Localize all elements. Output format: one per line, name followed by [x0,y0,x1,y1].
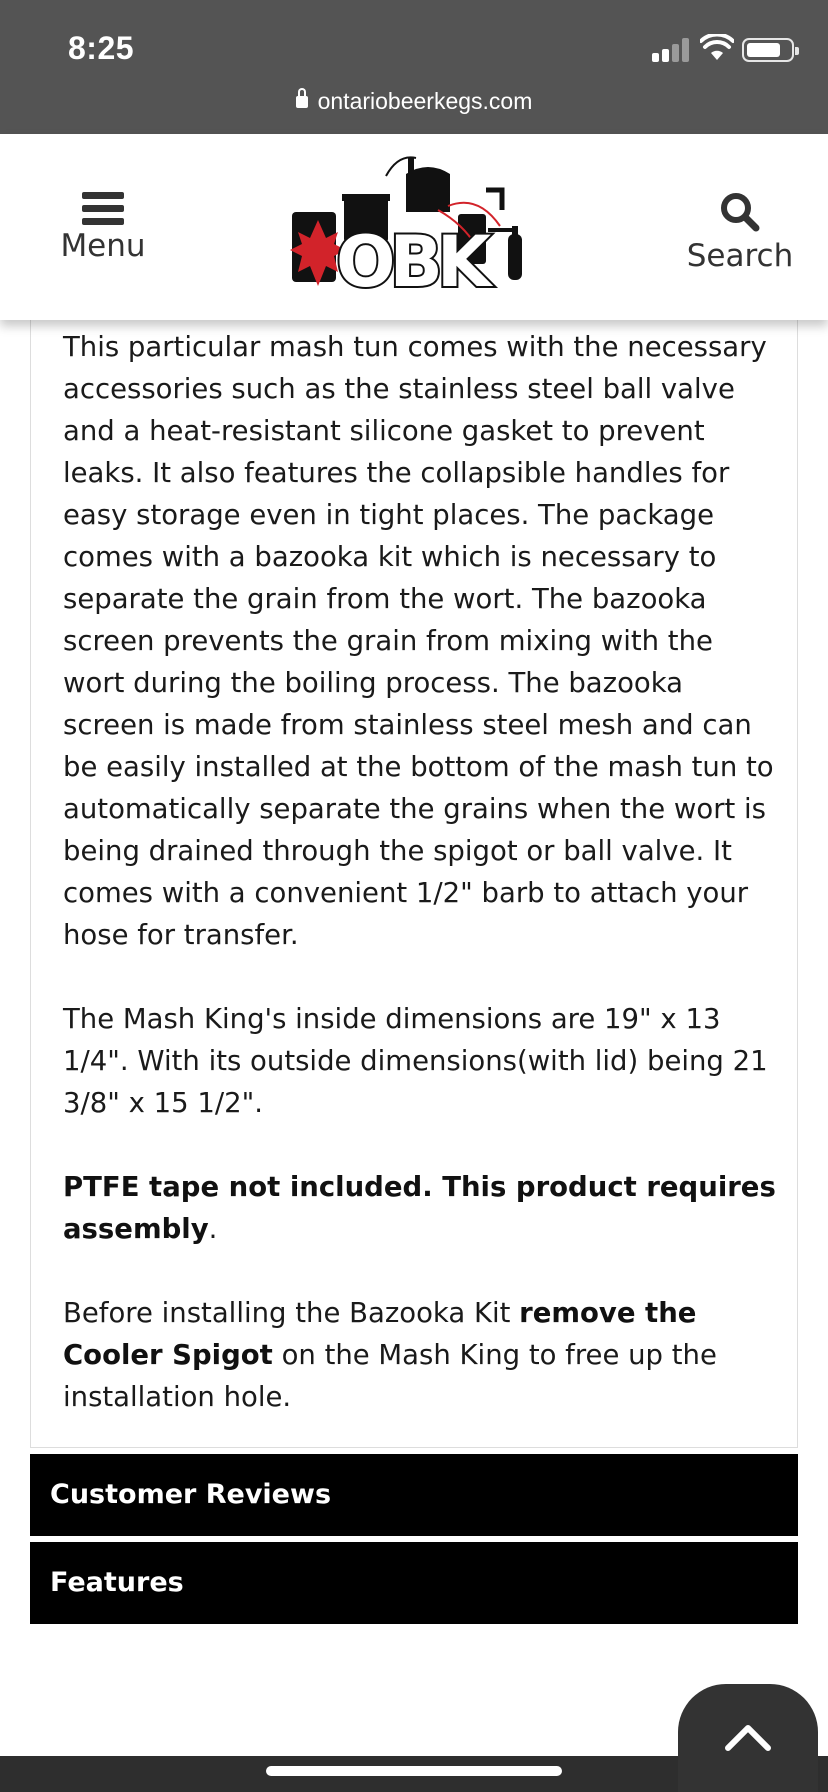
hamburger-icon [82,192,124,226]
menu-button[interactable] [50,192,156,264]
home-indicator[interactable] [266,1766,562,1776]
signal-icon [652,38,690,62]
lock-icon [296,96,308,108]
status-bar [0,0,828,134]
description-paragraph-dimensions: The Mash King's inside dimensions are 19" x 13 1/4". With its outside dimensions(with lid) being 21 3/8" x 15 1/2". [63,1003,768,1119]
search-icon [718,192,762,232]
search-button[interactable] [680,192,800,274]
address-url: ontariobeerkegs.com [317,88,533,114]
description-paragraph-install [63,1292,783,1418]
battery-icon [742,38,794,62]
install-text-end: on the Mash King to free up the installation hole. [63,1339,717,1413]
logo-text: OBK [336,221,486,303]
description-paragraph-assembly [63,1166,783,1250]
back-to-top-button[interactable] [678,1684,818,1792]
chevron-up-icon [724,1722,772,1752]
install-text-start: Before installing the Bazooka Kit [63,1297,520,1329]
install-text-bold: remove the Cooler Spigot [63,1297,697,1371]
site-header [0,134,828,320]
assembly-notice-bold: PTFE tape not included. This product requires assembly [63,1171,776,1245]
wifi-icon [700,34,734,62]
status-time: 8:25 [68,30,135,66]
product-description [30,320,798,1448]
description-paragraph-1: This particular mash tun comes with the necessary accessories such as the stainless steel ball valve and a heat-resistant silicone gasket to prevent leaks. It also features the collapsible handles for easy storage even in tight places. The package comes with a bazooka kit which is necessary to separate the grain from the wort. The bazooka screen prevents the grain from mixing with the wort during the boiling process. The bazooka screen is made from stainless steel mesh and can be easily installed at the bottom of the mash tun to automatically separate the grains when the wort is being drained through the spigot or ball valve. It comes with a convenient 1/2" barb to attach your hose for transfer. [63,331,774,951]
customer-reviews-accordion[interactable]: Customer Reviews [30,1454,798,1536]
search-label: Search [686,238,794,274]
assembly-notice-end: . [208,1213,218,1245]
address-bar[interactable] [0,88,828,120]
features-accordion[interactable]: Features [30,1542,798,1624]
obk-logo[interactable] [288,154,540,304]
menu-label: Menu [60,228,146,264]
